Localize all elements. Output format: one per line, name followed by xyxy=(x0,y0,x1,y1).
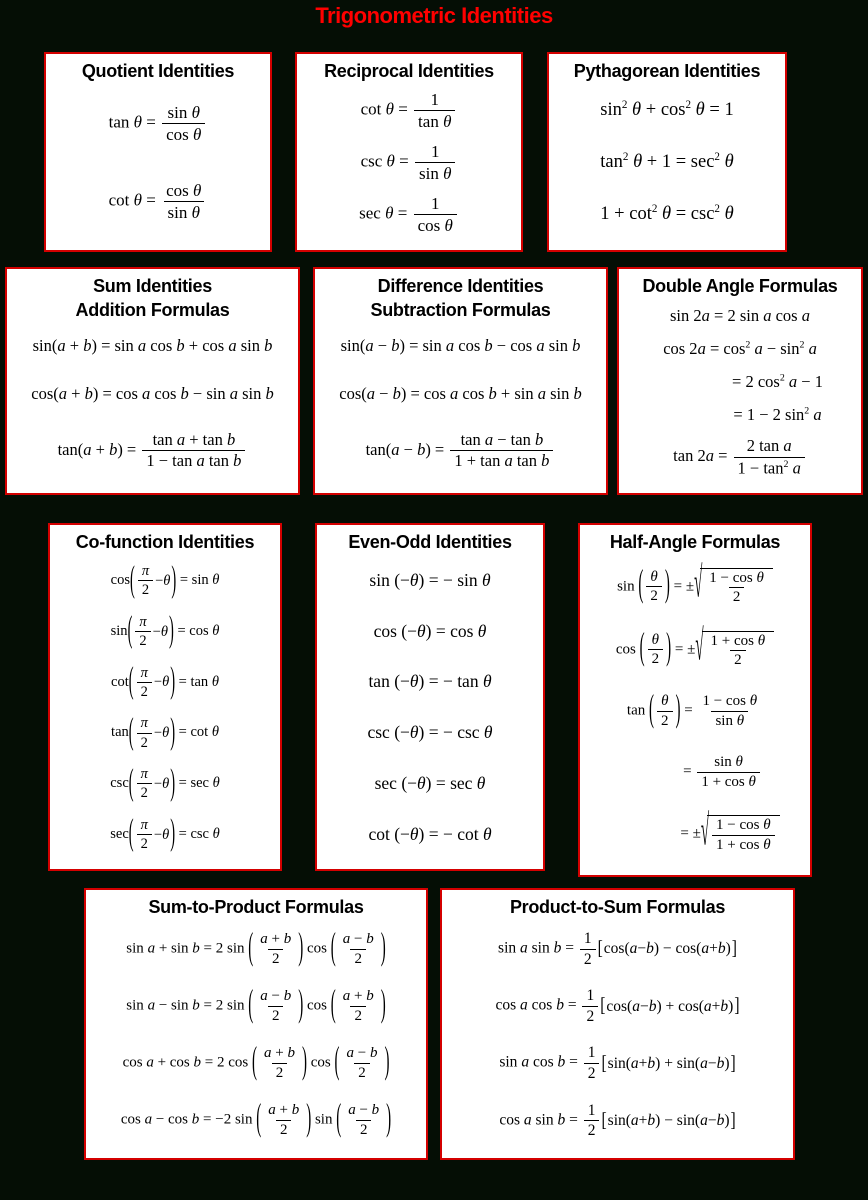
equation-list xyxy=(446,919,789,1152)
sum-to-product-formulas-box xyxy=(84,888,428,1160)
half-angle-formulas-box xyxy=(578,523,812,877)
equation-list xyxy=(319,321,602,486)
equation-list xyxy=(54,554,276,863)
sum-identities-box xyxy=(5,267,300,495)
equation: cos ( π 2 − θ ) = sin θ xyxy=(110,559,220,601)
equation: $\tan^2 \theta + 1 = \sec^2 \theta$ xyxy=(600,151,734,173)
equation-list xyxy=(301,83,517,244)
box-title: Sum Identities xyxy=(93,276,212,296)
equation-list xyxy=(584,554,806,869)
equation: sin(a − b) = sin a cos b − cos a sin b xyxy=(340,336,581,356)
equation-list xyxy=(321,554,539,863)
equation: cos a + cos b = 2 cos ( a + b 2 ) cos ( a − b 2 ) xyxy=(122,1041,390,1083)
box-title: Quotient Identities xyxy=(81,61,235,81)
equation: cos a cos b = $\frac{1}{2}$ [ cos( a − b ) + cos( a + b ) ] xyxy=(495,987,740,1025)
equation: cot (−θ) = − cot θ xyxy=(368,823,492,844)
equation-list xyxy=(623,298,857,487)
difference-identities-box xyxy=(313,267,608,495)
equation: $1 + \cot^2 \theta = \csc^2 \theta$ xyxy=(600,203,734,225)
box-title: Sum-to-Product Formulas xyxy=(148,897,364,917)
equation: csc ( π 2 − θ ) = sec θ xyxy=(110,762,220,804)
cofunction-identities-box xyxy=(48,523,282,871)
equation: cot θ = $\frac{\text{cos θ}}{\text{sin θ}}$ xyxy=(109,181,208,222)
equation: sec ( π 2 − θ ) = csc θ xyxy=(110,813,220,855)
equation: = $\frac{\text{sin θ}}{\text{1 + cos θ}}$ xyxy=(683,754,762,791)
equation: sin a − sin b = 2 sin ( a − b 2 ) cos ( a + b 2 ) xyxy=(126,984,386,1026)
equation: = ± √ 1 − cos θ 1 + cos θ xyxy=(680,815,779,854)
equation: tan 2a = $\frac{\text{2 tan a}}{1 - \tan^2 a}$ xyxy=(673,437,807,477)
equation: tan (−θ) = − tan θ xyxy=(368,671,492,692)
equation: tan(a − b) = $\frac{\text{tan a − tan b}}{\text{1 + tan a tan b}}$ xyxy=(366,431,556,471)
reciprocal-identities-box xyxy=(295,52,523,252)
equation: sin 2a = 2 sin a cos a xyxy=(670,305,810,325)
box-title: Reciprocal Identities xyxy=(324,61,494,81)
box-title: Pythagorean Identities xyxy=(573,61,761,81)
equation: sin ( π 2 − θ ) = cos θ xyxy=(110,610,220,652)
pythagorean-identities-box xyxy=(547,52,787,252)
even-odd-identities-box xyxy=(315,523,545,871)
equation: = 2 $\cos^2 a - 1$ xyxy=(732,371,823,391)
equation: sec θ = $\frac{1}{\text{cos θ}}$ xyxy=(359,194,459,235)
equation: $\sin^2 \theta + \cos^2 \theta = 1$ xyxy=(600,98,734,121)
page-title: Trigonometric Identities xyxy=(315,3,553,28)
equation: sin a + sin b = 2 sin ( a + b 2 ) cos ( a − b 2 ) xyxy=(126,927,386,969)
equation: cos a − cos b = −2 sin ( a + b 2 ) sin ( a − b 2 ) xyxy=(120,1098,392,1140)
equation: sec (−θ) = sec θ xyxy=(374,772,486,793)
double-angle-formulas-box xyxy=(617,267,863,495)
box-title: Half-Angle Formulas xyxy=(609,532,781,552)
equation: cos ( θ 2 ) = ± √ 1 + cos θ 2 xyxy=(616,631,774,670)
equation: tan θ = $\frac{\text{sin θ}}{\text{cos θ}}$ xyxy=(109,103,208,144)
equation: cos(a − b) = cos a cos b + sin a sin b xyxy=(339,383,582,403)
equation-list xyxy=(11,321,294,486)
equation: = 1 − 2 $\sin^2 a$ xyxy=(733,404,822,424)
equation: cos (−θ) = cos θ xyxy=(373,620,487,641)
equation: tan ( π 2 − θ ) = cot θ xyxy=(111,711,219,754)
equation: cos a sin b = $\frac{1}{2}$ [ sin( a + b ) − sin( a − b ) ] xyxy=(499,1101,736,1139)
box-title: Product-to-Sum Formulas xyxy=(509,897,726,917)
equation: tan ( θ 2 ) = $\frac{\text{1 − cos θ}}{\text{sin θ}}$ xyxy=(626,689,758,731)
equation: cot θ = $\frac{1}{\text{tan θ}}$ xyxy=(361,90,458,131)
box-subtitle: Addition Formulas xyxy=(75,299,230,320)
box-title: Double Angle Formulas xyxy=(642,276,838,296)
equation: csc θ = $\frac{1}{\text{sin θ}}$ xyxy=(361,142,458,183)
box-title: Co-function Identities xyxy=(75,532,255,552)
box-subtitle: Subtraction Formulas xyxy=(370,299,551,320)
equation-list xyxy=(553,83,781,244)
equation: sin (−θ) = − sin θ xyxy=(369,569,491,590)
equation: tan(a + b) = $\frac{\text{tan a + tan b}}{\text{1 − tan a tan b}}$ xyxy=(58,431,248,471)
equation: cot ( π 2 − θ ) = tan θ xyxy=(111,661,219,703)
box-title: Even-Odd Identities xyxy=(348,532,512,552)
quotient-identities-box xyxy=(44,52,272,252)
equation-list xyxy=(90,919,422,1152)
equation: sin a cos b = $\frac{1}{2}$ [ sin( a + b ) + sin( a − b ) ] xyxy=(499,1044,736,1082)
box-title: Difference Identities xyxy=(377,276,544,296)
equation: sin ( θ 2 ) = ± √ 1 − cos θ 2 xyxy=(617,568,773,607)
equation: csc (−θ) = − csc θ xyxy=(367,722,493,743)
equation: sin a sin b = $\frac{1}{2}$ [ cos( a − b ) − cos( a + b ) ] xyxy=(498,930,737,968)
product-to-sum-formulas-box xyxy=(440,888,795,1160)
equation: $\cos 2a = \cos^2 a - \sin^2 a$ xyxy=(663,338,817,358)
equation: cos(a + b) = cos a cos b − sin a sin b xyxy=(31,383,274,403)
equation-list xyxy=(50,83,266,244)
equation: sin(a + b) = sin a cos b + cos a sin b xyxy=(32,336,273,356)
